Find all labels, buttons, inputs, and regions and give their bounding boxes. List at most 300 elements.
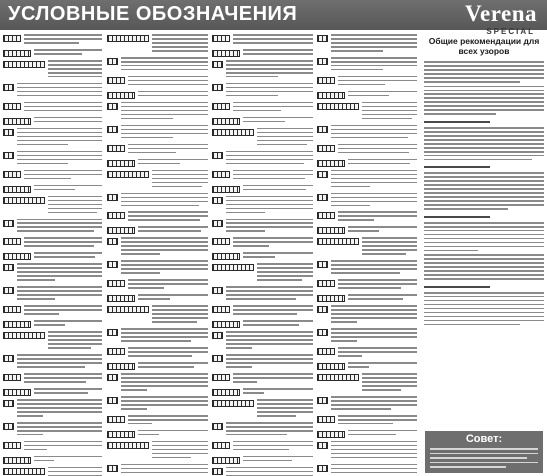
legend-entry	[212, 422, 313, 438]
symbol-description	[233, 170, 313, 182]
knitting-symbol-icon	[212, 152, 223, 159]
symbol-description	[331, 193, 417, 209]
symbol-description	[17, 286, 102, 302]
legend-entry	[212, 286, 313, 302]
legend-entry	[317, 211, 417, 223]
symbol-description	[17, 354, 102, 370]
legend-entry	[107, 441, 208, 461]
knitting-symbol-icon	[212, 61, 223, 68]
symbol-description	[331, 441, 417, 461]
knitting-symbol-icon	[212, 50, 240, 57]
symbol-description	[121, 237, 208, 257]
symbol-description	[128, 211, 208, 223]
knitting-symbol-icon	[3, 423, 14, 430]
symbol-description	[362, 102, 417, 122]
legend-entry	[3, 34, 102, 46]
knitting-symbol-icon	[212, 35, 230, 42]
symbol-description	[24, 34, 102, 46]
symbol-description	[243, 456, 313, 464]
knitting-symbol-icon	[212, 457, 240, 464]
knitting-symbol-icon	[3, 332, 45, 339]
knitting-symbol-icon	[317, 160, 345, 167]
legend-entry	[3, 128, 102, 148]
knitting-symbol-icon	[3, 264, 14, 271]
symbol-description	[34, 185, 102, 193]
symbol-description	[121, 464, 208, 476]
legend-entry	[212, 263, 313, 283]
symbol-description	[48, 196, 102, 216]
knitting-symbol-icon	[212, 118, 240, 125]
symbol-description	[138, 362, 208, 370]
symbol-description	[17, 263, 102, 283]
legend-entry	[212, 354, 313, 370]
knitting-symbol-icon	[317, 103, 359, 110]
symbol-description	[243, 117, 313, 125]
header-band	[0, 0, 547, 36]
symbol-description	[331, 170, 417, 190]
legend-entry	[3, 305, 102, 317]
symbol-description	[348, 362, 417, 370]
legend-entry	[107, 144, 208, 156]
legend-entry	[3, 196, 102, 216]
legend-entry	[212, 388, 313, 396]
knitting-symbol-icon	[3, 457, 31, 464]
tip-text	[430, 448, 538, 471]
symbol-description	[17, 83, 102, 99]
symbol-description	[121, 193, 208, 209]
symbol-description	[338, 415, 417, 427]
symbol-description	[17, 219, 102, 235]
legend-entry	[212, 252, 313, 260]
symbol-description	[24, 170, 102, 182]
symbol-description	[34, 320, 102, 328]
legend-entry	[317, 57, 417, 73]
legend-entry	[317, 125, 417, 141]
symbol-description	[34, 49, 102, 57]
knitting-symbol-icon	[3, 253, 31, 260]
legend-entry	[317, 91, 417, 99]
legend-entry	[107, 125, 208, 141]
legend-entry	[3, 286, 102, 302]
symbol-description	[233, 373, 313, 385]
legend-entry	[107, 57, 208, 73]
symbol-description	[226, 354, 313, 370]
knitting-symbol-icon	[3, 468, 45, 475]
symbol-description	[121, 260, 208, 276]
legend-entry	[317, 305, 417, 325]
legend-entry	[212, 237, 313, 249]
symbol-description	[152, 34, 208, 54]
symbol-description	[121, 373, 208, 393]
legend-entry	[317, 362, 417, 370]
legend-entry	[212, 196, 313, 216]
knitting-symbol-icon	[317, 92, 345, 99]
knitting-symbol-icon	[107, 329, 118, 336]
tip-box	[425, 431, 543, 473]
legend-entry	[317, 415, 417, 427]
recommendation-paragraph	[424, 172, 544, 209]
symbol-description	[338, 76, 417, 88]
legend-entry	[212, 60, 313, 80]
knitting-symbol-icon	[212, 264, 254, 271]
symbol-description	[362, 237, 417, 257]
knitting-symbol-icon	[3, 50, 31, 57]
legend-entry	[107, 464, 208, 476]
legend-entry	[317, 193, 417, 209]
symbol-description	[226, 83, 313, 99]
recommendation-paragraph	[424, 292, 544, 325]
knitting-symbol-icon	[212, 197, 223, 204]
knitting-symbol-icon	[107, 442, 149, 449]
legend-entry	[107, 373, 208, 393]
legend-entry	[317, 430, 417, 438]
legend-entry	[212, 399, 313, 419]
knitting-symbol-icon	[107, 238, 118, 245]
legend-entry	[317, 102, 417, 122]
legend-entry	[212, 441, 313, 453]
symbol-description	[226, 467, 313, 476]
symbol-description	[128, 279, 208, 291]
knitting-symbol-icon	[107, 171, 149, 178]
symbol-description	[34, 456, 102, 464]
knitting-symbol-icon	[317, 329, 328, 336]
knitting-symbol-icon	[107, 416, 125, 423]
knitting-symbol-icon	[317, 238, 359, 245]
knitting-symbol-icon	[3, 35, 21, 42]
knitting-symbol-icon	[3, 321, 31, 328]
legend-entry	[3, 151, 102, 167]
legend-entry	[107, 91, 208, 99]
symbol-description	[331, 396, 417, 412]
symbol-description	[331, 260, 417, 276]
knitting-symbol-icon	[107, 35, 149, 42]
knitting-symbol-icon	[107, 397, 118, 404]
symbol-description	[331, 305, 417, 325]
knitting-symbol-icon	[317, 35, 328, 42]
legend-entry	[107, 305, 208, 325]
knitting-symbol-icon	[107, 227, 135, 234]
knitting-symbol-icon	[3, 374, 21, 381]
symbol-description	[24, 441, 102, 453]
legend-entry	[212, 373, 313, 385]
legend-entry	[317, 226, 417, 234]
symbol-description	[243, 49, 313, 57]
knitting-symbol-icon	[107, 212, 125, 219]
knitting-symbol-icon	[3, 442, 21, 449]
knitting-symbol-icon	[3, 355, 14, 362]
legend-entry	[107, 362, 208, 370]
legend-entry	[212, 305, 313, 317]
symbol-description	[17, 151, 102, 167]
legend-entry	[317, 294, 417, 302]
knitting-symbol-icon	[212, 306, 230, 313]
knitting-symbol-icon	[3, 389, 31, 396]
legend-entry	[212, 151, 313, 167]
knitting-symbol-icon	[212, 253, 240, 260]
recommendation-paragraph	[424, 222, 544, 251]
symbol-description	[138, 226, 208, 234]
legend-column-2	[107, 34, 208, 476]
legend-entry	[212, 456, 313, 464]
symbol-description	[138, 159, 208, 167]
legend-entry	[107, 260, 208, 276]
legend-entry	[317, 159, 417, 167]
symbol-description	[257, 263, 313, 283]
knitting-symbol-icon	[212, 400, 254, 407]
symbol-description	[128, 144, 208, 156]
symbol-description	[257, 128, 313, 148]
legend-entry	[107, 294, 208, 302]
legend-entry	[3, 102, 102, 114]
legend-entry	[3, 388, 102, 396]
recommendations-column	[424, 34, 544, 476]
legend-entry	[212, 170, 313, 182]
legend-entry	[3, 456, 102, 464]
symbol-description	[348, 430, 417, 438]
legend-entry	[107, 211, 208, 223]
legend-entry	[317, 76, 417, 88]
symbol-description	[226, 151, 313, 167]
legend-entry	[107, 430, 208, 438]
legend-entry	[3, 331, 102, 351]
logo-wordmark: Verena	[465, 1, 537, 26]
knitting-symbol-icon	[317, 77, 335, 84]
knitting-symbol-icon	[3, 129, 14, 136]
knitting-symbol-icon	[3, 287, 14, 294]
knitting-symbol-icon	[317, 374, 359, 381]
legend-entry	[212, 185, 313, 193]
knitting-symbol-icon	[107, 348, 125, 355]
knitting-symbol-icon	[3, 220, 14, 227]
symbol-description	[24, 373, 102, 385]
knitting-symbol-icon	[317, 227, 345, 234]
legend-entry	[317, 347, 417, 359]
knitting-symbol-icon	[107, 126, 118, 133]
knitting-symbol-icon	[317, 306, 328, 313]
symbol-description	[257, 399, 313, 419]
knitting-symbol-icon	[3, 400, 14, 407]
legend-entry	[107, 34, 208, 54]
legend-entry	[107, 396, 208, 412]
knitting-symbol-icon	[3, 152, 14, 159]
legend-entry	[3, 399, 102, 419]
legend-entry	[317, 441, 417, 461]
legend-entry	[107, 76, 208, 88]
legend-entry	[317, 328, 417, 344]
legend-entry	[3, 467, 102, 476]
symbol-description	[24, 102, 102, 114]
legend-entry	[317, 170, 417, 190]
knitting-symbol-icon	[107, 465, 118, 472]
legend-entry	[3, 237, 102, 249]
symbol-description	[233, 305, 313, 317]
knitting-symbol-icon	[317, 261, 328, 268]
knitting-symbol-icon	[107, 103, 118, 110]
symbol-description	[226, 196, 313, 216]
symbol-description	[233, 34, 313, 46]
legend-entry	[317, 464, 417, 476]
tip-title: Совет:	[465, 433, 503, 445]
legend-entry	[3, 441, 102, 453]
legend-entry	[3, 422, 102, 438]
logo-subtitle: SPECIAL	[486, 27, 535, 36]
knitting-symbol-icon	[3, 306, 21, 313]
legend-entry	[107, 102, 208, 122]
knitting-symbol-icon	[317, 442, 328, 449]
legend-entry	[317, 34, 417, 54]
knitting-symbol-icon	[317, 431, 345, 438]
symbol-description	[152, 170, 208, 190]
legend-entry	[317, 260, 417, 276]
knitting-symbol-icon	[212, 129, 254, 136]
knitting-symbol-icon	[212, 355, 223, 362]
symbol-description	[121, 57, 208, 73]
knitting-symbol-icon	[317, 416, 335, 423]
symbol-description	[17, 422, 102, 438]
knitting-symbol-icon	[107, 58, 118, 65]
symbol-description	[34, 388, 102, 396]
legend-entry	[212, 320, 313, 328]
symbol-description	[331, 328, 417, 344]
symbol-description	[48, 60, 102, 80]
symbol-description	[226, 219, 313, 235]
symbol-description	[128, 347, 208, 359]
symbol-description	[338, 211, 417, 223]
symbol-description	[243, 252, 313, 260]
legend-entry	[212, 219, 313, 235]
legend-entry	[212, 34, 313, 46]
legend-entry	[3, 373, 102, 385]
knitting-symbol-icon	[317, 465, 328, 472]
symbol-description	[226, 331, 313, 351]
knitting-symbol-icon	[212, 171, 230, 178]
knitting-symbol-icon	[3, 171, 21, 178]
knitting-symbol-icon	[3, 61, 45, 68]
page-title: УСЛОВНЫЕ ОБОЗНАЧЕНИЯ	[8, 3, 298, 25]
knitting-symbol-icon	[107, 145, 125, 152]
legend-entry	[107, 159, 208, 167]
legend-entry	[3, 170, 102, 182]
legend-entry	[317, 373, 417, 393]
symbol-description	[34, 117, 102, 125]
legend-column-1	[3, 34, 102, 476]
recommendation-subheading	[424, 121, 490, 123]
legend-column-4	[317, 34, 417, 476]
knitting-symbol-icon	[107, 295, 135, 302]
symbol-description	[138, 294, 208, 302]
symbol-description	[338, 144, 417, 156]
symbol-description	[48, 331, 102, 351]
symbol-description	[348, 159, 417, 167]
knitting-symbol-icon	[212, 332, 223, 339]
symbol-description	[121, 328, 208, 344]
symbol-description	[17, 128, 102, 148]
knitting-symbol-icon	[3, 186, 31, 193]
knitting-symbol-icon	[317, 171, 328, 178]
legend-entry	[212, 331, 313, 351]
recommendation-paragraph	[424, 127, 544, 160]
recommendation-paragraph	[424, 254, 544, 280]
knitting-symbol-icon	[317, 363, 345, 370]
knitting-symbol-icon	[212, 321, 240, 328]
legend-entry	[107, 193, 208, 209]
knitting-symbol-icon	[107, 431, 135, 438]
symbol-description	[331, 57, 417, 73]
symbol-description	[243, 185, 313, 193]
symbol-description	[338, 279, 417, 291]
legend-entry	[107, 347, 208, 359]
legend-entry	[212, 128, 313, 148]
recommendation-subheading	[424, 286, 490, 288]
legend-entry	[212, 117, 313, 125]
symbol-description	[233, 441, 313, 453]
legend-entry	[3, 117, 102, 125]
legend-entry	[107, 328, 208, 344]
symbol-description	[226, 286, 313, 302]
legend-entry	[107, 279, 208, 291]
knitting-symbol-icon	[317, 397, 328, 404]
knitting-symbol-icon	[317, 145, 335, 152]
symbol-description	[348, 226, 417, 234]
legend-entry	[212, 83, 313, 99]
symbol-description	[24, 305, 102, 317]
symbol-description	[348, 91, 417, 99]
legend-entry	[212, 467, 313, 476]
recommendation-subheading	[424, 166, 490, 168]
knitting-symbol-icon	[107, 280, 125, 287]
symbol-description	[128, 76, 208, 88]
symbol-description	[121, 102, 208, 122]
legend-entry	[3, 219, 102, 235]
knitting-symbol-icon	[212, 238, 230, 245]
symbol-description	[226, 60, 313, 80]
knitting-symbol-icon	[3, 84, 14, 91]
knitting-symbol-icon	[107, 306, 149, 313]
knitting-symbol-icon	[107, 77, 125, 84]
legend-entry	[3, 252, 102, 260]
legend-entry	[107, 415, 208, 427]
knitting-symbol-icon	[212, 287, 223, 294]
recommendation-subheading	[424, 216, 490, 218]
knitting-symbol-icon	[212, 423, 223, 430]
knitting-symbol-icon	[107, 160, 135, 167]
symbol-description	[34, 252, 102, 260]
legend-entry	[107, 237, 208, 257]
knitting-symbol-icon	[212, 103, 230, 110]
knitting-symbol-icon	[107, 92, 135, 99]
knitting-symbol-icon	[107, 363, 135, 370]
symbol-description	[348, 294, 417, 302]
knitting-symbol-icon	[212, 186, 240, 193]
legend-entry	[3, 49, 102, 57]
legend-entry	[3, 60, 102, 80]
legend-entry	[317, 237, 417, 257]
symbol-description	[17, 399, 102, 419]
symbol-description	[121, 125, 208, 141]
legend-entry	[317, 396, 417, 412]
knitting-symbol-icon	[3, 197, 45, 204]
symbol-description	[233, 237, 313, 249]
recommendation-paragraph	[424, 61, 544, 83]
knitting-symbol-icon	[317, 212, 335, 219]
legend-entry	[107, 226, 208, 234]
symbol-description	[362, 373, 417, 393]
knitting-symbol-icon	[317, 348, 335, 355]
symbol-description	[138, 91, 208, 99]
symbol-description	[152, 305, 208, 325]
knitting-symbol-icon	[317, 58, 328, 65]
legend-entry	[3, 185, 102, 193]
